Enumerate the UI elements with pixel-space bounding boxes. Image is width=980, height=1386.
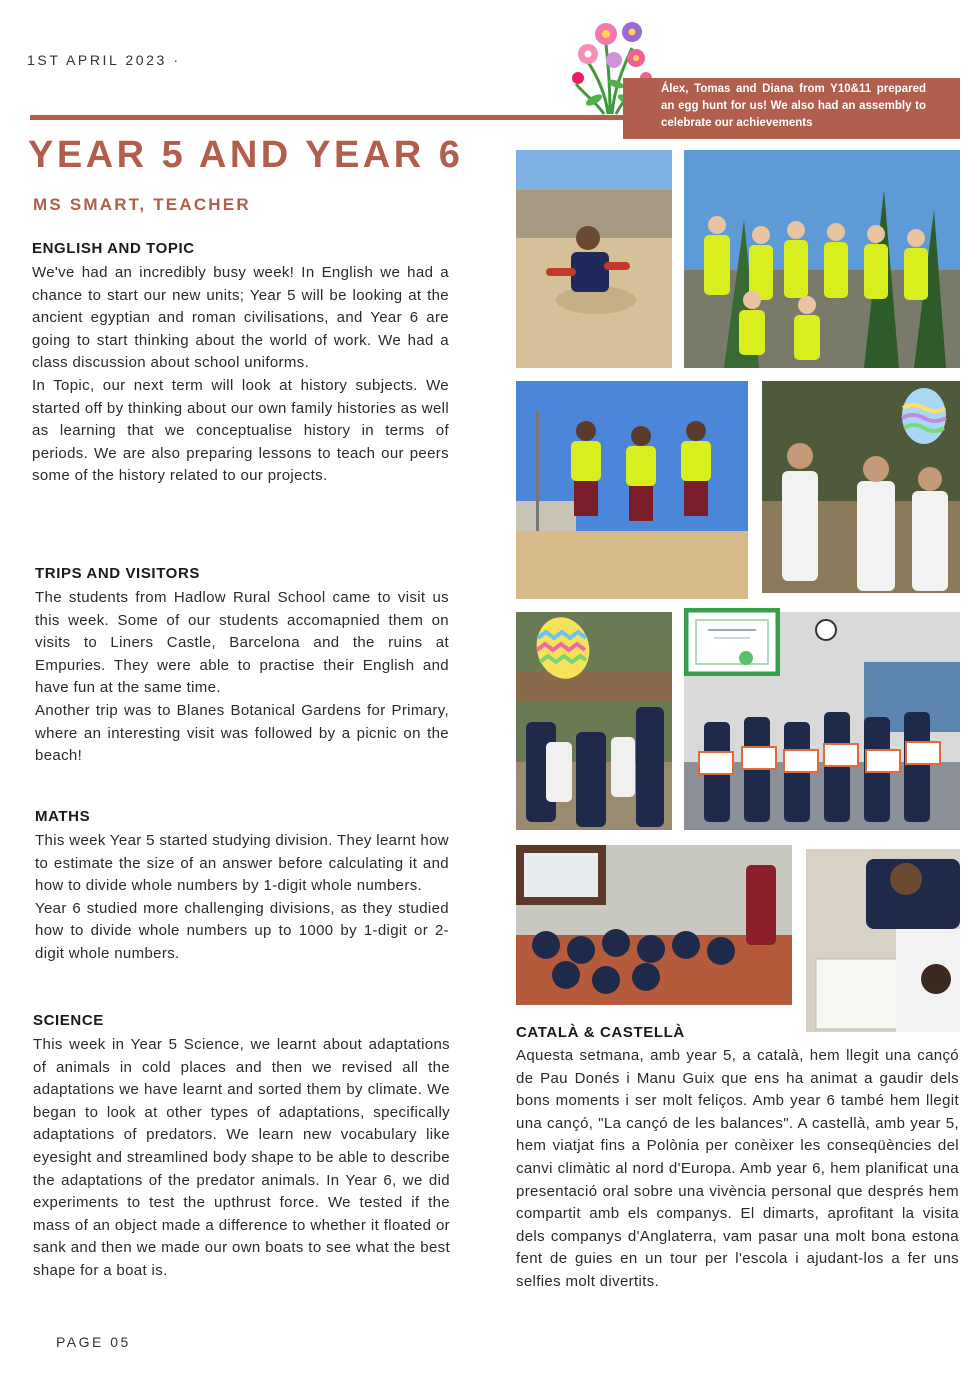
paragraph: In Topic, our next term will look at history subjects. We started off by thinking about our own family histories as well as learning that we conceptualise history in terms of periods. We are also preparing lessons to teach our peers some of the history related to our projects. bbox=[32, 376, 449, 485]
page-subtitle: MS SMART, TEACHER bbox=[33, 195, 251, 214]
paragraph: Another trip was to Blanes Botanical Gardens for Primary, where an interesting visit was followed by a picnic on the beach! bbox=[35, 701, 449, 765]
paragraph: We've had an incredibly busy week! In English we had a chance to start our new units; Year 5 will be looking at the ancient egyptian and roman civilisations, and Year 6 are going to start thinking about the world of work. We had a class discussion about school uniforms. bbox=[32, 264, 449, 372]
section-body-catala bbox=[516, 1045, 959, 1294]
header-rule bbox=[30, 115, 635, 120]
section-heading-maths: MATHS bbox=[35, 808, 91, 825]
section-heading-trips: TRIPS AND VISITORS bbox=[35, 565, 200, 582]
photo-group-hi-vis-vests bbox=[684, 150, 960, 368]
certificate-icon bbox=[684, 608, 780, 676]
section-body-science bbox=[33, 1034, 450, 1283]
section-body-trips bbox=[35, 587, 449, 768]
photo-caption-banner: Álex, Tomas and Diana from Y10&11 prepared an egg hunt for us! We also had an assembly to celebrate our achievements bbox=[623, 78, 960, 139]
section-body-maths bbox=[35, 830, 449, 966]
section-heading-catala: CATALÀ & CASTELLÀ bbox=[516, 1024, 685, 1041]
paragraph: This week Year 5 started studying division. They learnt how to estimate the size of an answer before calculating it and how to divide whole numbers by 1-digit whole numbers. bbox=[35, 832, 449, 895]
photo-drawing-activity bbox=[806, 849, 960, 1032]
page-title: YEAR 5 AND YEAR 6 bbox=[28, 134, 464, 176]
easter-egg-icon bbox=[900, 386, 948, 446]
paragraph: The students from Hadlow Rural School came to visit us this week. Some of our students accomapnied them on visits to Liners Castle, Barcelona and the ruins at Empuries. They were able to practise their English and have fun at the same time. bbox=[35, 589, 449, 697]
photo-beach-sand bbox=[516, 150, 672, 368]
issue-date: 1ST APRIL 2023 · bbox=[27, 52, 181, 68]
paragraph: Aquesta setmana, amb year 5, a català, hem llegit una cançó de Pau Donés i Manu Guix que ens ha animat a gaudir dels bons moments i ser molt feliços. Amb year 6 també hem llegit una cançó, "La cançó de les balances". A castellà, amb year 5, hem viatjat fins a Polònia per conèixer les conseqüències del canvi climàtic al nord d'Europa. Amb year 6, hem planificat una presentació oral sobre una vivència personal que després hem compartit amb els companys. El dimarts, aprofitant la visita dels companys d'Anglaterra, vam pasar una molt bona estona fent de guies en un tour per l'escola i ajudant-los a fer uns selfies molt divertits. bbox=[516, 1047, 959, 1290]
page-number: PAGE 05 bbox=[56, 1334, 131, 1350]
paragraph: This week in Year 5 Science, we learnt about adaptations of animals in cold places and then we revised all the adaptations we have learnt and sorted them by climate. We began to look at other types of adaptations, specifically adaptations of predators. We learn new vocabulary like eyesight and streamlined body shape to be able to describe the adaptations of the predator animals. In Year 6, we did experiments to test the upthrust force. We tested if the mass of an object made a difference to whether it floated or sank and then we made our own boats to see what the best shape for a boat is. bbox=[33, 1036, 450, 1279]
section-heading-english: ENGLISH AND TOPIC bbox=[32, 240, 195, 257]
photo-jumping-on-sand bbox=[516, 381, 748, 599]
section-body-english bbox=[32, 262, 449, 488]
section-heading-science: SCIENCE bbox=[33, 1012, 104, 1029]
paragraph: Year 6 studied more challenging divisions, as they studied how to divide whole numbers up to 1000 by 1-digit or 2-digit whole numbers. bbox=[35, 899, 449, 962]
photo-classroom-floor bbox=[516, 845, 792, 1005]
easter-egg-icon bbox=[532, 614, 594, 680]
